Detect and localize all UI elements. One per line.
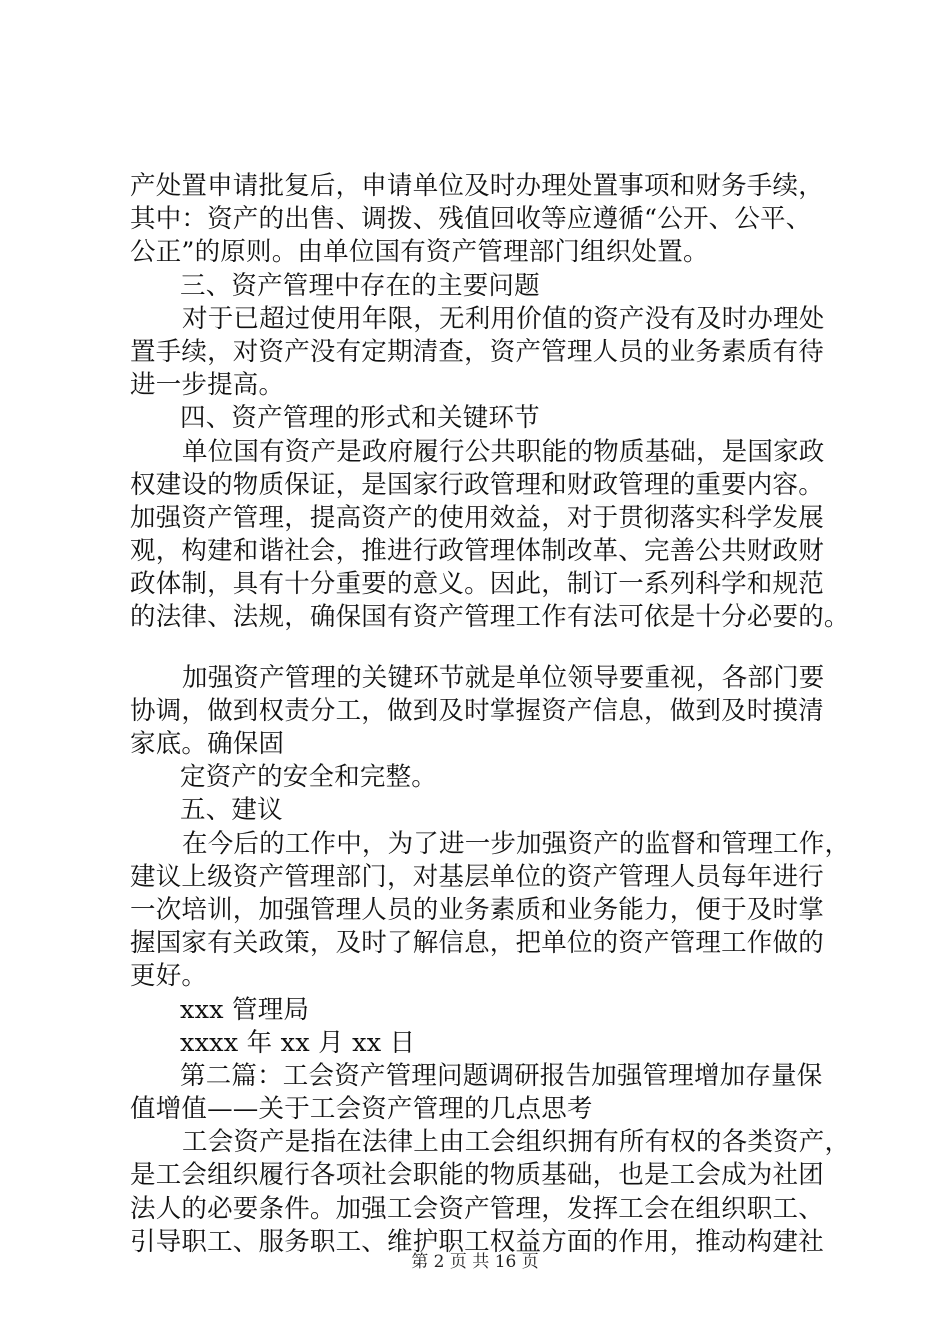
text-line: 权建设的物质保证，是国家行政管理和财政管理的重要内容。: [130, 469, 824, 500]
text-line: 握国家有关政策，及时了解信息，把单位的资产管理工作做的: [130, 928, 824, 959]
section-heading: 三、资产管理中存在的主要问题: [180, 270, 540, 301]
text-line: 单位国有资产是政府履行公共职能的物质基础，是国家政: [182, 436, 825, 467]
chapter-title: 值增值——关于工会资产管理的几点思考: [130, 1094, 593, 1125]
section-heading: 四、资产管理的形式和关键环节: [180, 403, 540, 434]
signature-organization: xxx 管理局: [180, 994, 310, 1025]
text-line: 建议上级资产管理部门，对基层单位的资产管理人员每年进行: [130, 861, 824, 892]
page-number-footer: 第 2 页 共 16 页: [411, 1252, 539, 1272]
text-line: 其中：资产的出售、调拨、残值回收等应遵循“公开、公平、: [130, 204, 812, 235]
text-line: 置手续，对资产没有定期清查，资产管理人员的业务素质有待: [130, 336, 824, 367]
text-line: 的法律、法规，确保国有资产管理工作有法可依是十分必要的。: [130, 602, 850, 633]
text-line: 更好。: [130, 961, 208, 992]
text-line: 家底。确保固: [130, 729, 285, 759]
text-line: 公正”的原则。由单位国有资产管理部门组织处置。: [130, 237, 709, 268]
text-line: 引导职工、服务职工、维护职工权益方面的作用，推动构建社: [130, 1226, 824, 1257]
text-line: 法人的必要条件。加强工会资产管理，发挥工会在组织职工、: [130, 1193, 824, 1224]
chapter-title: 第二篇：工会资产管理问题调研报告加强管理增加存量保: [180, 1060, 823, 1091]
text-line: 加强资产管理，提高资产的使用效益，对于贯彻落实科学发展: [130, 502, 824, 533]
signature-date: xxxx 年 xx 月 xx 日: [180, 1027, 416, 1058]
text-line: 协调，做到权责分工，做到及时掌握资产信息，做到及时摸清: [130, 695, 824, 726]
text-line: 是工会组织履行各项社会职能的物质基础，也是工会成为社团: [130, 1160, 824, 1191]
text-line: 加强资产管理的关键环节就是单位领导要重视，各部门要: [182, 662, 825, 693]
text-line: 定资产的安全和完整。: [180, 762, 438, 793]
text-line: 进一步提高。: [130, 370, 285, 401]
text-line: 一次培训，加强管理人员的业务素质和业务能力，便于及时掌: [130, 894, 824, 925]
text-line: 产处置申请批复后，申请单位及时办理处置事项和财务手续，: [130, 171, 824, 201]
text-line: 在今后的工作中，为了进一步加强资产的监督和管理工作，: [182, 828, 851, 859]
document-body: [130, 170, 850, 1259]
text-line: 工会资产是指在法律上由工会组织拥有所有权的各类资产，: [182, 1127, 851, 1158]
text-line: 对于已超过使用年限，无利用价值的资产没有及时办理处: [182, 303, 825, 334]
paragraph-gap: [130, 635, 850, 662]
section-heading: 五、建议: [180, 795, 283, 826]
text-line: 观，构建和谐社会，推进行政管理体制改革、完善公共财政财: [130, 536, 824, 567]
text-line: 政体制，具有十分重要的意义。因此，制订一系列科学和规范: [130, 569, 824, 600]
